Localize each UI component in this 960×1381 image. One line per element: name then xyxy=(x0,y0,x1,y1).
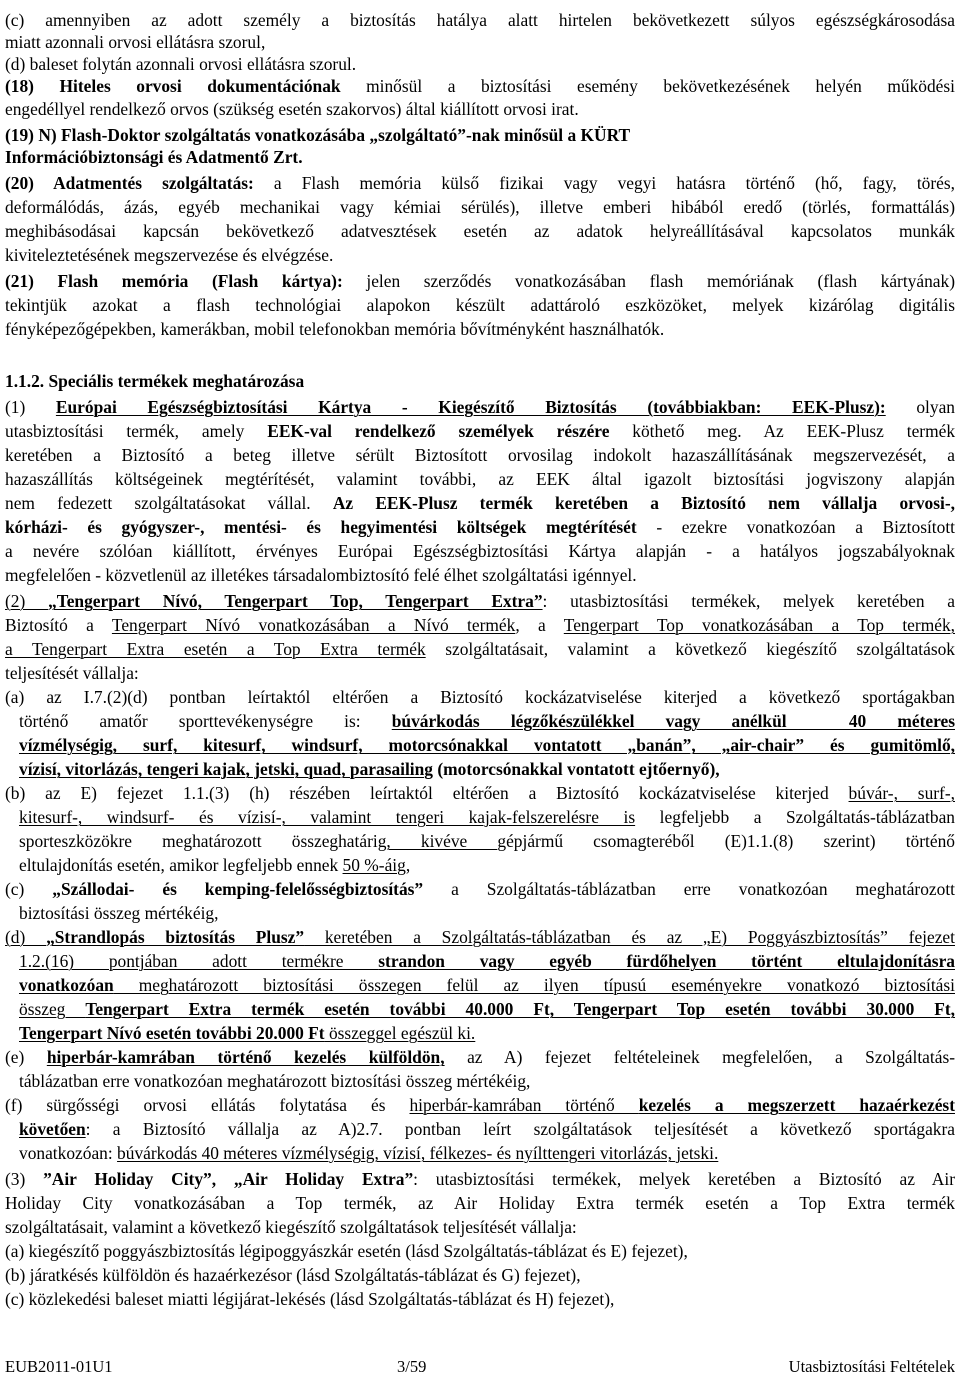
text-run: búvárkodás 40 méteres vízmélységig, vízisí, félkezes- és nyílttengeri vitorlázás, jetski. xyxy=(117,1143,719,1163)
text-run: vízmélységig, surf, kitesurf, windsurf, motorcsónakkal vontatott „banán”, „air-chair” és gumitömlő, xyxy=(19,735,955,755)
text-run: (c) amennyiben az adott személy a biztosítás hatálya alatt hirtelen bekövetkezett súlyos egészségkárosodása xyxy=(5,10,955,30)
text-run: Az EEK-Plusz termék keretében a Biztosító nem vállalja orvosi-, xyxy=(332,493,955,513)
text-line xyxy=(19,998,955,1020)
text-run: (b) az E) fejezet 1.1.(3) (h) részében leírtaktól eltérően a Biztosító kockázatviselése kiterjed xyxy=(5,783,849,803)
text-line xyxy=(5,1046,955,1068)
text-line xyxy=(19,950,955,972)
text-line xyxy=(5,686,955,708)
text-run: búvárkodás légzőkészülékkel vagy anélkül 40 méteres xyxy=(391,711,955,731)
text-run: kezelés a megszerzett hazaérkezést xyxy=(638,1095,955,1115)
text-line xyxy=(5,782,955,804)
text-run: (d) baleset folytán azonnali orvosi ellátásra szorul. xyxy=(5,54,357,74)
text-run: (18) Hiteles orvosi dokumentációnak xyxy=(5,76,341,96)
text-line xyxy=(5,614,955,636)
text-run: : utasbiztosítási termékek, melyek keretében a xyxy=(542,591,955,611)
text-run: hiperbár-kamrában történő xyxy=(409,1095,639,1115)
text-line xyxy=(5,75,955,97)
text-line xyxy=(19,974,955,996)
text-run: eltulajdonítás esetén, amikor legfeljebb ennek xyxy=(19,855,343,875)
text-line xyxy=(5,270,955,292)
text-line xyxy=(19,1142,718,1164)
text-line xyxy=(5,53,356,75)
text-line xyxy=(5,516,955,538)
text-run: deformálódás, ázás, egyéb mechanikai vagy kémiai sérülés), illetve emberi hibából eredő (törlés, formattálás) xyxy=(5,197,955,217)
text-run: : utasbiztosítási termékek, melyek keretében a Biztosító az Air xyxy=(413,1169,955,1189)
text-run: fényképezőgépekben, kamerákban, mobil telefonokban memória bővítményként használhatók. xyxy=(5,319,665,339)
text-run: olyan xyxy=(885,397,955,417)
text-run: (a) az I.7.(2)(d) pontban leírtaktól eltérően a Biztosító kockázatviselése kiterjed a következő sportágakban xyxy=(5,687,955,707)
text-line xyxy=(19,1022,475,1044)
text-run: hazaszállítás költségeinek megtérítését, valamint további, az EEK által igazolt biztosítási jogviszony alapján xyxy=(5,469,955,489)
text-run: sporteszközökre meghatározott összeghatárig xyxy=(19,831,387,851)
text-line xyxy=(5,396,955,418)
text-line xyxy=(5,564,637,586)
text-run: 50 %-áig xyxy=(342,855,406,875)
text-line xyxy=(5,370,304,392)
text-run: a nevére szólóan kiállított, érvényes Európai Egészségbiztosítási Kártya alapján - a hatályos jogszabályoknak xyxy=(5,541,955,561)
text-run: „Strandlopás biztosítás Plusz” xyxy=(46,927,305,947)
text-run: összeggel egészül ki. xyxy=(324,1023,476,1043)
footer-page-number: 3/59 xyxy=(397,1357,427,1376)
text-run: (2) xyxy=(5,591,48,611)
text-run: keretében a Szolgáltatás-táblázatban és az „E) Poggyászbiztosítás” fejezet xyxy=(304,927,955,947)
text-run: a Flash memória külső fizikai vagy vegyi hatásra történő (hő, fagy, törés, xyxy=(253,173,955,193)
text-run: , xyxy=(405,855,411,875)
page-footer xyxy=(5,1356,955,1378)
text-run: - ezekre vonatkozóan a Biztosított xyxy=(636,517,955,537)
text-run: Holiday City vonatkozásában a Top termék, az Air Holiday Extra termék esetén a Top Extra termék xyxy=(5,1193,955,1213)
text-run: biztosítási összeg mértékéig, xyxy=(19,903,219,923)
text-run: a Szolgáltatás-táblázatban erre vonatkozóan meghatározott xyxy=(423,879,955,899)
text-run: Tengerpart Nívó esetén további 20.000 Ft xyxy=(19,1023,325,1043)
text-run: keretében a Biztosító a beteg illetve sérült Biztosított orvosilag indokolt hazaszállításának megszervezését, a xyxy=(5,445,955,465)
text-line xyxy=(5,444,955,466)
text-run: (21) Flash memória (Flash kártya): xyxy=(5,271,343,291)
text-line xyxy=(5,492,955,514)
text-run: Tengerpart Nívó vonatkozásában a Nívó termék xyxy=(111,615,516,635)
text-run: strandon vagy egyéb fürdőhelyen történt eltulajdonításra xyxy=(378,951,955,971)
text-line xyxy=(5,1168,955,1190)
text-line xyxy=(19,854,410,876)
text-run: Biztosító a xyxy=(5,615,112,635)
text-run: 1.1.2. Speciális termékek meghatározása xyxy=(5,371,305,391)
text-line xyxy=(19,830,955,852)
text-line xyxy=(5,662,139,684)
text-line xyxy=(5,540,955,562)
text-line xyxy=(19,758,720,780)
text-run: Tengerpart Top vonatkozásában a Top termék, xyxy=(563,615,955,635)
text-run: miatt azonnali orvosi ellátásra szorul, xyxy=(5,32,266,52)
text-run: , a xyxy=(515,615,564,635)
text-run: legfeljebb a Szolgáltatás-táblázatban xyxy=(635,807,956,827)
text-run: : a Biztosító vállalja az A)2.7. pontban leírt szolgáltatások teljesítését a következő sportágakra xyxy=(85,1119,955,1139)
text-line xyxy=(5,1288,614,1310)
text-run: teljesítését vállalja: xyxy=(5,663,139,683)
text-run: (motorcsónakkal vontatott ejtőernyő), xyxy=(433,759,720,779)
text-line xyxy=(19,902,218,924)
text-run: köthető meg. Az EEK-Plusz termék xyxy=(609,421,956,441)
text-run: jelen szerződés vonatkozásában flash memóriának (flash kártyának) xyxy=(342,271,955,291)
text-run: „Szállodai- és kemping-felelősségbiztosítás” xyxy=(52,879,424,899)
text-run: meghibásodásai kapcsán bekövetkező adatvesztések esetén az adatok helyreállításával kapcsolatos munkák xyxy=(5,221,955,241)
text-run: kiviteleztetésének megszervezése és elvégzése. xyxy=(5,245,334,265)
text-line xyxy=(5,878,955,900)
text-run: gépjármű csomagteréből (E)1.1.(8) szerint) történő xyxy=(497,831,955,851)
text-line xyxy=(5,98,579,120)
text-run: (f) sürgősségi orvosi ellátás folytatása és xyxy=(5,1095,410,1115)
text-run: „Tengerpart Nívó, Tengerpart Top, Tengerpart Extra” xyxy=(48,591,543,611)
text-run: kórházi- és gyógyszer-, mentési- és hegyimentési költségek megtérítését xyxy=(5,517,637,537)
text-run: (c) xyxy=(5,879,53,899)
text-run: (20) Adatmentés szolgáltatás: xyxy=(5,173,254,193)
text-run: minősül a biztosítási esemény bekövetkezésének helyén működési xyxy=(340,76,955,96)
text-line xyxy=(5,1216,577,1238)
text-run: (1) xyxy=(5,397,56,417)
text-run: vízisí, vitorlázás, tengeri kajak, jetski, quad, parasailing xyxy=(19,759,434,779)
text-line xyxy=(5,590,955,612)
footer-document-code: EUB2011-01U1 xyxy=(5,1357,113,1376)
text-line xyxy=(5,1192,955,1214)
text-line xyxy=(5,9,955,31)
text-run: követően xyxy=(19,1119,86,1139)
text-run: megfelelően - közvetlenül az illetékes társadalombiztosító felé élhet szolgáltatási igénnyel. xyxy=(5,565,637,585)
text-run: meghatározott biztosítási összegen felül az ilyen típusú eseményekre vonatkozó biztosítási xyxy=(113,975,955,995)
text-run: szolgáltatásait, valamint a következő kiegészítő szolgáltatások xyxy=(425,639,955,659)
text-run: (d) xyxy=(5,927,47,947)
text-line xyxy=(19,1070,530,1092)
text-run: (c) közlekedési baleset miatti légijárat-lekésés (lásd Szolgáltatás-táblázat és H) fejezet), xyxy=(5,1289,615,1309)
text-line xyxy=(19,806,955,828)
footer-document-title: Utasbiztosítási Feltételek xyxy=(788,1357,955,1376)
text-line xyxy=(5,31,265,53)
text-run: ”Air Holiday City”, „Air Holiday Extra” xyxy=(43,1169,414,1189)
text-run: búvár-, surf-, xyxy=(848,783,955,803)
text-run: (e) xyxy=(5,1047,47,1067)
text-run: Információbiztonsági és Adatmentő Zrt. xyxy=(5,147,303,167)
text-run: (19) N) Flash-Doktor szolgáltatás vonatkozásába „szolgáltató”-nak minősül a KÜRT xyxy=(5,125,631,145)
text-line xyxy=(5,124,630,146)
text-run: utasbiztosítási termék, amely xyxy=(5,421,268,441)
text-run: hiperbár-kamrában történő kezelés külföldön, xyxy=(46,1047,445,1067)
text-run: (3) xyxy=(5,1169,44,1189)
text-line xyxy=(5,220,955,242)
text-run: , kivéve xyxy=(386,831,498,851)
text-run: (b) járatkésés külföldön és hazaérkezésor (lásd Szolgáltatás-táblázat és G) fejezet), xyxy=(5,1265,581,1285)
text-line xyxy=(5,926,955,948)
text-run: táblázatban erre vonatkozóan meghatározott biztosítási összeg mértékéig, xyxy=(19,1071,531,1091)
text-line xyxy=(5,196,955,218)
text-run: kitesurf-, windsurf- és vízisí-, valamint tengeri kajak-felszerelésre is xyxy=(19,807,636,827)
text-line xyxy=(5,638,955,660)
text-run: vonatkozóan: xyxy=(19,1143,118,1163)
text-run: szolgáltatásait, valamint a következő kiegészítő szolgáltatások teljesítését vállalja: xyxy=(5,1217,577,1237)
text-line xyxy=(5,294,955,316)
text-line xyxy=(5,318,664,340)
text-run: a Tengerpart Extra esetén a Top Extra termék xyxy=(5,639,426,659)
text-line xyxy=(5,172,955,194)
text-line xyxy=(5,146,303,168)
text-line xyxy=(5,244,333,266)
text-line xyxy=(5,1094,955,1116)
text-run: vonatkozóan xyxy=(19,975,114,995)
text-line xyxy=(19,1118,955,1140)
text-run: engedéllyel rendelkező orvos (szükség esetén szakorvos) által kiállított orvosi irat. xyxy=(5,99,579,119)
text-run: tekintjük azokat a flash technológiai alapokon készült adattároló eszközöket, melyek kizárólag digitális xyxy=(5,295,955,315)
text-run: (a) kiegészítő poggyászbiztosítás légipoggyászkár esetén (lásd Szolgáltatás-táblázat és E) fejezet), xyxy=(5,1241,688,1261)
text-run: Tengerpart Extra termék esetén további 40.000 Ft, Tengerpart Top esetén további 30.000 Ft, xyxy=(85,999,955,1019)
text-line xyxy=(5,420,955,442)
text-run: történő amatőr sporttevékenységre is: xyxy=(19,711,392,731)
text-line xyxy=(19,734,955,756)
text-run: EEK-val rendelkező személyek részére xyxy=(267,421,610,441)
text-run: az A) fejezet feltételeinek megfelelően, a Szolgáltatás- xyxy=(444,1047,955,1067)
text-line xyxy=(5,1264,581,1286)
text-line xyxy=(5,468,955,490)
text-run: nem fedezett szolgáltatásokat vállal. xyxy=(5,493,333,513)
text-run: 1.2.(16) pontjában adott termékre xyxy=(19,951,379,971)
text-line xyxy=(19,710,955,732)
text-line xyxy=(5,1240,688,1262)
text-run: összeg xyxy=(19,999,86,1019)
text-run: Európai Egészségbiztosítási Kártya - Kiegészítő Biztosítás (továbbiakban: EEK-Plusz): xyxy=(55,397,886,417)
